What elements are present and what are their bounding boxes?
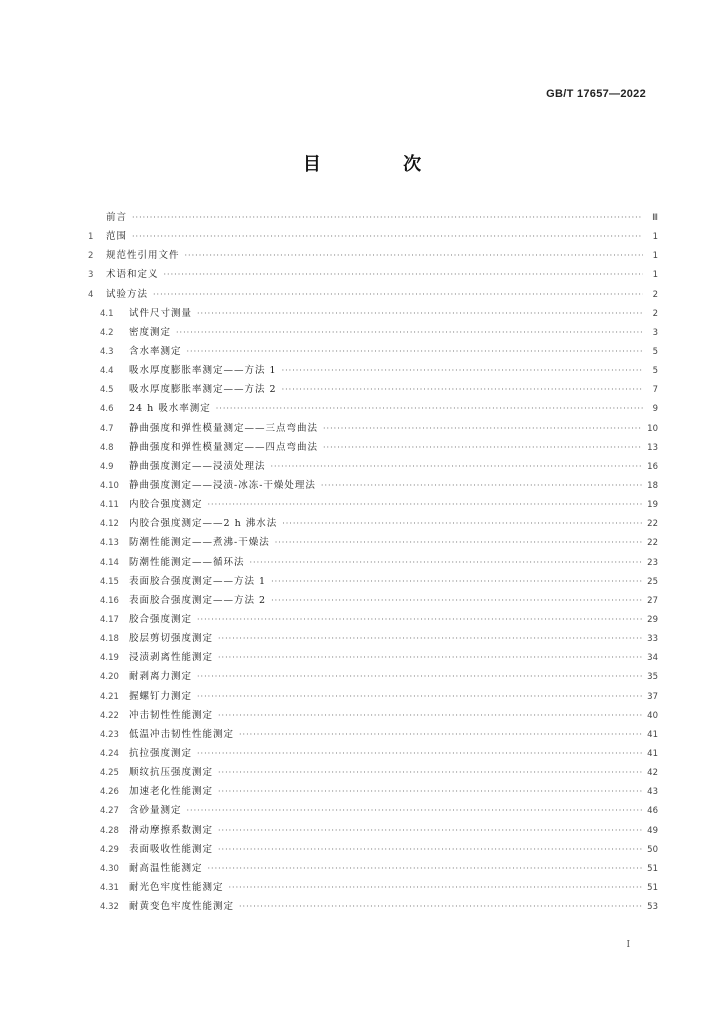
toc-entry-page: 46 [647,806,658,817]
toc-entry[interactable] [88,706,658,725]
toc-dot-leader [239,725,642,744]
toc-entry-page: 40 [647,710,658,721]
toc-entry-title: 胶层剪切强度测定 [129,633,214,645]
toc-entry[interactable] [88,744,658,763]
toc-entry-number: 4.17 [100,614,119,625]
toc-entry-page: 5 [652,346,658,357]
toc-entry-number: 4.25 [100,768,119,779]
toc-entry-title: 表面胶合强度测定——方法 1 [129,575,267,587]
toc-entry-number: 4.18 [100,634,119,645]
toc-dot-leader [271,457,643,476]
toc-entry-title: 密度测定 [129,326,172,338]
toc-entry-number: 4.23 [100,729,119,740]
toc-dot-leader [216,399,643,418]
toc-entry-page: 51 [647,863,658,874]
toc-entry-page: Ⅲ [652,213,658,223]
toc-entry-title: 静曲强度和弹性模量测定——三点弯曲法 [129,422,319,434]
table-of-contents [88,208,658,916]
toc-entry-number: 4.10 [100,480,119,491]
toc-entry-title: 静曲强度测定——浸渍处理法 [129,460,266,472]
toc-entry-page: 7 [652,385,658,396]
toc-entry-page: 42 [647,768,658,779]
toc-entry[interactable] [88,380,658,399]
toc-entry-title: 抗拉强度测定 [129,747,193,759]
toc-entry-page: 1 [652,232,658,243]
toc-entry-page: 43 [647,787,658,798]
toc-dot-leader [185,246,643,265]
toc-entry-title: 静曲强度和弹性模量测定——四点弯曲法 [129,441,319,453]
toc-entry-title: 耐高温性能测定 [129,862,203,874]
toc-dot-leader [323,438,642,457]
toc-entry-title: 吸水厚度膨胀率测定——方法 2 [129,384,277,396]
toc-entry[interactable] [88,897,658,916]
toc-entry-number: 4.14 [100,557,119,568]
toc-dot-leader [271,591,642,610]
toc-entry[interactable] [88,227,658,246]
toc-dot-leader [218,821,642,840]
toc-entry-number: 4.31 [100,882,119,893]
toc-entry-title: 顺纹抗压强度测定 [129,767,214,779]
toc-entry-page: 25 [647,576,658,587]
toc-entry-title: 吸水厚度膨胀率测定——方法 1 [129,365,277,377]
toc-entry-number: 4.32 [100,902,119,913]
toc-entry-page: 35 [647,672,658,683]
standard-code: GB/T 17657—2022 [546,88,646,100]
toc-entry[interactable] [88,763,658,782]
toc-entry-page: 34 [647,653,658,664]
toc-entry-number: 1 [88,232,94,243]
toc-dot-leader [218,629,642,648]
toc-dot-leader [197,667,642,686]
toc-dot-leader [187,342,643,361]
toc-entry[interactable] [88,476,658,495]
toc-entry-page: 2 [652,289,658,300]
toc-entry-number: 4.26 [100,787,119,798]
toc-dot-leader [229,878,643,897]
toc-entry-number: 4.27 [100,806,119,817]
toc-entry[interactable] [88,840,658,859]
toc-entry[interactable] [88,821,658,840]
toc-entry-page: 5 [652,366,658,377]
toc-entry-page: 33 [647,634,658,645]
toc-dot-leader [282,514,642,533]
toc-entry-page: 53 [647,902,658,913]
toc-entry-number: 4.29 [100,844,119,855]
toc-entry-title: 胶合强度测定 [129,613,193,625]
toc-entry[interactable] [88,323,658,342]
toc-entry-number: 4.3 [100,346,114,357]
toc-entry-page: 29 [647,614,658,625]
toc-entry-title: 规范性引用文件 [106,250,180,262]
toc-entry-page: 2 [652,308,658,319]
toc-entry-title: 耐黄变色牢度性能测定 [129,901,235,913]
toc-dot-leader [197,304,643,323]
toc-entry-title: 表面吸收性能测定 [129,843,214,855]
toc-entry[interactable] [88,304,658,323]
toc-entry-number: 4.12 [100,519,119,530]
toc-entry[interactable] [88,361,658,380]
toc-entry[interactable] [88,419,658,438]
toc-dot-leader [132,227,643,246]
toc-entry[interactable] [88,495,658,514]
toc-entry-page: 16 [647,461,658,472]
toc-entry-number: 2 [88,251,94,262]
toc-dot-leader [187,801,643,820]
toc-entry-title: 低温冲击韧性性能测定 [129,728,235,740]
toc-entry-title: 试验方法 [106,288,149,300]
toc-entry-title: 加速老化性能测定 [129,786,214,798]
toc-title: 目 次 [302,154,460,175]
toc-dot-leader [218,763,642,782]
toc-entry[interactable] [88,533,658,552]
toc-entry[interactable] [88,438,658,457]
toc-entry-number: 4 [88,289,94,300]
toc-entry[interactable] [88,572,658,591]
toc-entry[interactable] [88,342,658,361]
toc-entry[interactable] [88,801,658,820]
toc-entry-number: 4.9 [100,461,114,472]
toc-dot-leader [218,782,642,801]
toc-entry-number: 4.15 [100,576,119,587]
toc-dot-leader [218,840,642,859]
toc-entry-page: 22 [647,538,658,549]
toc-dot-leader [208,859,643,878]
toc-entry[interactable] [88,514,658,533]
toc-entry-title: 前言 [106,212,128,223]
toc-entry[interactable] [88,629,658,648]
toc-entry-title: 防潮性能测定——煮沸-干燥法 [129,537,270,549]
toc-dot-leader [164,265,643,284]
toc-entry-number: 3 [88,270,94,281]
toc-entry-number: 4.28 [100,825,119,836]
toc-entry-page: 9 [652,404,658,415]
toc-entry[interactable] [88,399,658,418]
toc-entry-page: 27 [647,595,658,606]
toc-entry-title: 含砂量测定 [129,805,182,817]
toc-entry-page: 50 [647,844,658,855]
page-number: I [626,940,630,950]
toc-entry-number: 4.1 [100,308,114,319]
toc-entry-page: 1 [652,270,658,281]
toc-entry-title: 耐剥离力测定 [129,671,193,683]
toc-dot-leader [197,687,642,706]
toc-dot-leader [176,323,643,342]
toc-dot-leader [153,285,643,304]
toc-entry-number: 4.8 [100,442,114,453]
toc-entry-number: 4.21 [100,691,119,702]
toc-entry-title: 握螺钉力测定 [129,690,193,702]
toc-dot-leader [218,648,642,667]
toc-entry-number: 4.19 [100,653,119,664]
toc-entry-page: 18 [647,480,658,491]
toc-entry-number: 4.7 [100,423,114,434]
toc-entry[interactable] [88,610,658,629]
toc-entry-number: 4.16 [100,595,119,606]
toc-entry-title: 滑动摩擦系数测定 [129,824,214,836]
toc-entry-number: 4.11 [100,500,119,511]
toc-entry-page: 13 [647,442,658,453]
toc-dot-leader [197,744,642,763]
toc-entry-number: 4.13 [100,538,119,549]
toc-dot-leader [197,610,642,629]
toc-dot-leader [275,533,642,552]
toc-entry[interactable] [88,648,658,667]
toc-entry-title: 术语和定义 [106,269,159,281]
toc-entry-title: 24 h 吸水率测定 [129,403,211,415]
toc-entry[interactable] [88,208,658,227]
toc-entry-page: 23 [647,557,658,568]
toc-entry-title: 表面胶合强度测定——方法 2 [129,594,267,606]
toc-entry-title: 范围 [106,231,128,243]
toc-dot-leader [321,476,642,495]
toc-entry-page: 51 [647,882,658,893]
toc-entry[interactable] [88,687,658,706]
toc-entry-page: 3 [652,327,658,338]
toc-entry-page: 37 [647,691,658,702]
toc-entry-title: 内胶合强度测定 [129,499,203,511]
toc-entry-title: 防潮性能测定——循环法 [129,556,245,568]
toc-entry-title: 冲击韧性性能测定 [129,709,214,721]
toc-dot-leader [208,495,643,514]
toc-entry-page: 10 [647,423,658,434]
toc-entry[interactable] [88,457,658,476]
toc-entry[interactable] [88,246,658,265]
toc-entry[interactable] [88,667,658,686]
toc-entry[interactable] [88,553,658,572]
toc-entry[interactable] [88,285,658,304]
toc-entry-number: 4.20 [100,672,119,683]
toc-entry-title: 内胶合强度测定——2 h 沸水法 [129,518,278,530]
toc-entry-number: 4.4 [100,366,114,377]
toc-entry[interactable] [88,782,658,801]
toc-entry-page: 1 [652,251,658,262]
toc-entry-page: 49 [647,825,658,836]
toc-entry-number: 4.24 [100,748,119,759]
toc-entry[interactable] [88,725,658,744]
toc-dot-leader [132,208,643,227]
toc-entry-title: 试件尺寸测量 [129,307,193,319]
toc-entry-page: 41 [647,748,658,759]
toc-dot-leader [271,572,642,591]
toc-entry-title: 浸渍剥离性能测定 [129,652,214,664]
toc-dot-leader [218,706,642,725]
toc-entry-page: 22 [647,519,658,530]
toc-entry-page: 19 [647,500,658,511]
toc-dot-leader [239,897,642,916]
toc-entry-page: 41 [647,729,658,740]
toc-dot-leader [323,419,642,438]
toc-entry-title: 静曲强度测定——浸渍-冰冻-干燥处理法 [129,479,316,491]
toc-entry-title: 耐光色牢度性能测定 [129,881,224,893]
toc-dot-leader [250,553,643,572]
toc-entry-number: 4.2 [100,327,114,338]
toc-dot-leader [282,380,643,399]
toc-entry[interactable] [88,878,658,897]
toc-entry-number: 4.30 [100,863,119,874]
toc-entry[interactable] [88,859,658,878]
toc-entry[interactable] [88,265,658,284]
toc-entry-number: 4.6 [100,404,114,415]
toc-entry[interactable] [88,591,658,610]
toc-entry-number: 4.22 [100,710,119,721]
toc-entry-number: 4.5 [100,385,114,396]
toc-dot-leader [282,361,643,380]
toc-entry-title: 含水率测定 [129,345,182,357]
